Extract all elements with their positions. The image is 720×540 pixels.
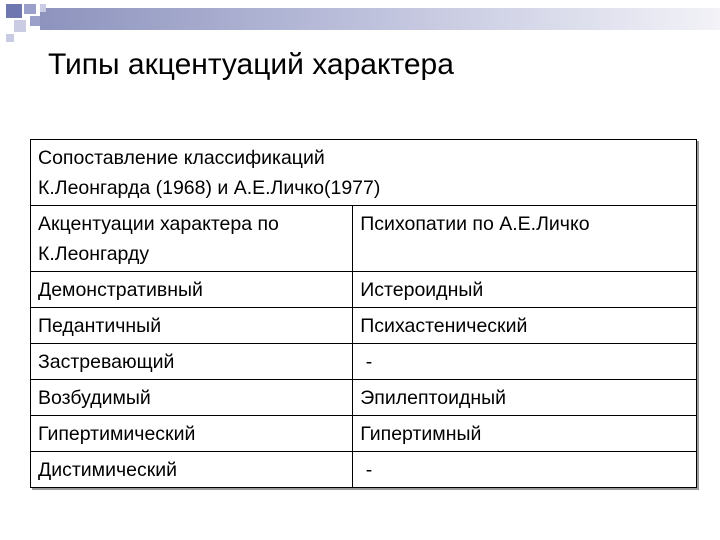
header-line: Психопатии по А.Е.Личко [360, 213, 590, 235]
table-row [31, 272, 697, 308]
decorative-square [14, 20, 26, 32]
cell-lichko-type: Истероидный [353, 272, 697, 308]
table-row [31, 452, 697, 488]
cell-leonhard-type: Застревающий [31, 344, 353, 380]
cell-leonhard-type: Демонстративный [31, 272, 353, 308]
decorative-squares [6, 4, 50, 48]
cell-leonhard-type: Возбудимый [31, 380, 353, 416]
decorative-square [30, 16, 40, 26]
table-caption-line: К.Леонгарда (1968) и А.Е.Личко(1977) [38, 177, 381, 199]
table-caption-row [31, 140, 697, 206]
cell-lichko-type: Психастенический [353, 308, 697, 344]
decorative-square [6, 34, 14, 42]
decorative-square [40, 4, 46, 12]
header-line: Акцентуации характера по [38, 213, 279, 235]
comparison-table [30, 139, 697, 488]
table-caption-line: Сопоставление классификаций [38, 147, 325, 169]
table-row [31, 380, 697, 416]
cell-lichko-type: Гипертимный [353, 416, 697, 452]
table-row [31, 308, 697, 344]
decorative-square [6, 4, 22, 18]
header-cell-lichko [353, 206, 697, 272]
table-header-row [31, 206, 697, 272]
header-line: К.Леонгарду [38, 243, 150, 265]
table-row [31, 416, 697, 452]
table-caption-cell [31, 140, 697, 206]
cell-leonhard-type: Гипертимический [31, 416, 353, 452]
decorative-square [24, 4, 36, 14]
slide-title: Типы акцентуаций характера [48, 48, 454, 81]
table-row [31, 344, 697, 380]
cell-leonhard-type: Педантичный [31, 308, 353, 344]
cell-lichko-type: - [353, 452, 697, 488]
cell-lichko-type: Эпилептоидный [353, 380, 697, 416]
decorative-top-bar [40, 8, 720, 30]
cell-leonhard-type: Дистимический [31, 452, 353, 488]
header-cell-leonhard [31, 206, 353, 272]
cell-lichko-type: - [353, 344, 697, 380]
